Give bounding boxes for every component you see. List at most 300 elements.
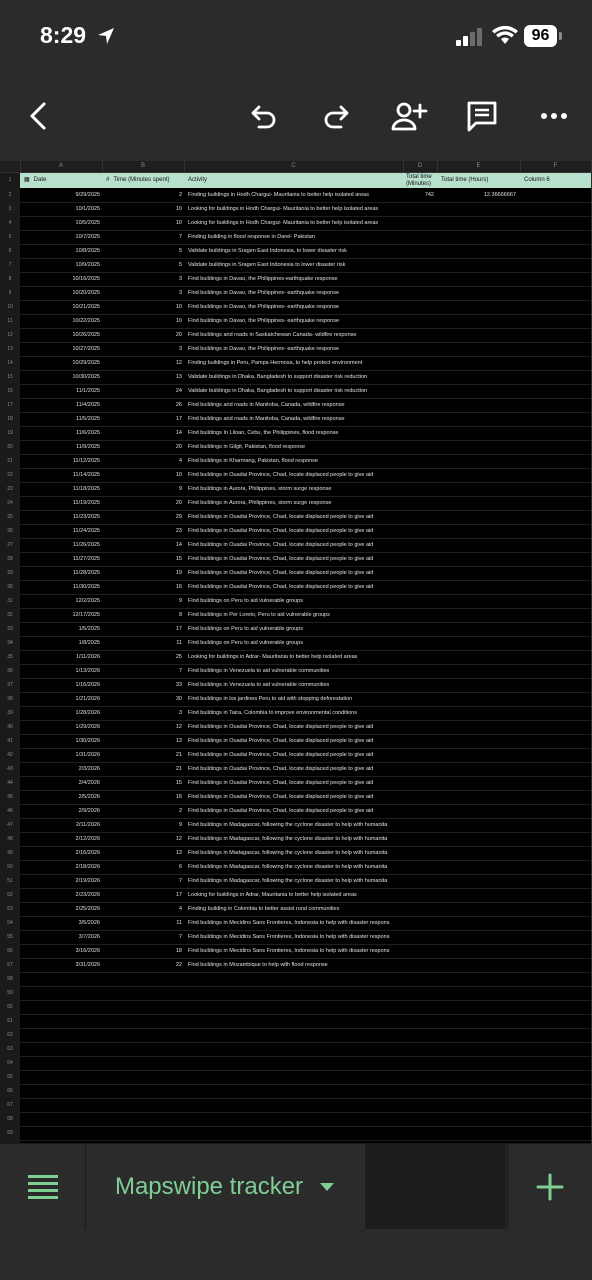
total-hours-cell[interactable]	[440, 328, 516, 342]
minutes-cell[interactable]: 15	[175, 780, 182, 786]
activity-cell[interactable]: Find buildings and roads in Manitoba, Canada, wildfire response	[188, 416, 345, 422]
row-number[interactable]: 11	[0, 314, 20, 329]
total-minutes-cell[interactable]	[406, 804, 434, 818]
total-hours-cell[interactable]	[440, 412, 516, 426]
header-total-minutes-cell[interactable]: Total time (Minutes)	[406, 173, 432, 187]
activity-cell[interactable]: Find buildings in Madagascar, following the cyclone disaster to help with humanita	[188, 878, 388, 884]
activity-cell[interactable]: Find buildings in Aurora, Philippines, storm surge response	[188, 500, 332, 506]
row-number[interactable]: 47	[0, 818, 20, 833]
row-number[interactable]: 30	[0, 580, 20, 595]
total-hours-cell[interactable]	[440, 944, 516, 958]
activity-cell[interactable]: Finding building in Colombia to better assist rural communities	[188, 906, 340, 912]
total-minutes-cell[interactable]	[406, 916, 434, 930]
total-hours-cell[interactable]	[440, 650, 516, 664]
total-hours-cell[interactable]	[440, 608, 516, 622]
total-hours-cell[interactable]	[440, 524, 516, 538]
total-minutes-cell[interactable]	[406, 216, 434, 230]
minutes-cell[interactable]: 25	[175, 654, 182, 660]
row-number[interactable]: 17	[0, 398, 20, 413]
row-number[interactable]: 63	[0, 1042, 20, 1057]
minutes-cell[interactable]: 9	[178, 822, 182, 828]
activity-cell[interactable]: Find buildings in Aurora, Philippines, storm surge response	[188, 486, 332, 492]
total-minutes-cell[interactable]	[406, 608, 434, 622]
row-number[interactable]: 33	[0, 622, 20, 637]
date-cell[interactable]: 1/11/2026	[75, 654, 100, 660]
row-number[interactable]: 66	[0, 1084, 20, 1099]
date-cell[interactable]: 2/4/2026	[78, 780, 100, 786]
row-number[interactable]: 13	[0, 342, 20, 357]
row-number[interactable]: 64	[0, 1056, 20, 1071]
date-cell[interactable]: 11/30/2025	[72, 584, 100, 590]
minutes-cell[interactable]: 14	[175, 430, 182, 436]
minutes-cell[interactable]: 29	[175, 514, 182, 520]
activity-cell[interactable]: Find buildings in Madagascar, following the cyclone disaster to help with humanita	[188, 850, 388, 856]
total-hours-cell[interactable]	[440, 664, 516, 678]
row-number[interactable]: 29	[0, 566, 20, 581]
row-number[interactable]: 68	[0, 1112, 20, 1127]
total-minutes-cell[interactable]	[406, 272, 434, 286]
date-cell[interactable]: 1/30/2026	[75, 738, 100, 744]
column-letter-b[interactable]: B	[102, 161, 185, 172]
total-hours-cell[interactable]	[440, 258, 516, 272]
total-minutes-cell[interactable]	[406, 440, 434, 454]
date-cell[interactable]: 10/30/2025	[72, 374, 100, 380]
add-sheet-button[interactable]	[507, 1144, 592, 1230]
total-hours-cell[interactable]	[440, 762, 516, 776]
row-number[interactable]: 39	[0, 706, 20, 721]
activity-cell[interactable]: Find buildings in Ouadai Province, Chad, locate displaced people to give aid	[188, 556, 374, 562]
activity-cell[interactable]: Finding building in flood response in Darel- Pakistan	[188, 234, 315, 240]
minutes-cell[interactable]: 13	[175, 374, 182, 380]
minutes-cell[interactable]: 2	[178, 808, 182, 814]
total-hours-cell[interactable]	[440, 832, 516, 846]
row-number[interactable]: 28	[0, 552, 20, 567]
row-number[interactable]: 6	[0, 244, 20, 259]
column-letter-f[interactable]: F	[520, 161, 592, 172]
date-cell[interactable]: 11/14/2025	[72, 472, 100, 478]
total-minutes-cell[interactable]	[406, 762, 434, 776]
date-cell[interactable]: 2/9/2026	[78, 808, 100, 814]
row-number[interactable]: 2	[0, 188, 20, 203]
date-cell[interactable]: 10/16/2025	[72, 276, 100, 282]
row-number[interactable]: 55	[0, 930, 20, 945]
activity-cell[interactable]: Looking for buildings in Hodh Chargui- Mauritania to better help isolated areas	[188, 206, 379, 212]
date-cell[interactable]: 10/9/2025	[75, 262, 100, 268]
date-cell[interactable]: 10/20/2025	[72, 290, 100, 296]
activity-cell[interactable]: Find buildings in Mecidins Sans Frontieres, Indonesia to help with disaster respons	[188, 920, 390, 926]
date-cell[interactable]: 10/1/2025	[75, 206, 100, 212]
date-cell[interactable]: 11/18/2025	[72, 486, 100, 492]
minutes-cell[interactable]: 5	[178, 262, 182, 268]
total-minutes-cell[interactable]	[406, 594, 434, 608]
total-minutes-cell[interactable]	[406, 650, 434, 664]
minutes-cell[interactable]: 21	[175, 752, 182, 758]
row-number[interactable]: 52	[0, 888, 20, 903]
activity-cell[interactable]: Find buildings in Ouadai Province, Chad, locate displaced people to give aid	[188, 780, 374, 786]
total-minutes-cell[interactable]	[406, 818, 434, 832]
total-minutes-cell[interactable]	[406, 566, 434, 580]
activity-cell[interactable]: Looking for buildings in Adrar, Mauritania to better help isolated areas	[188, 892, 357, 898]
row-number[interactable]: 37	[0, 678, 20, 693]
activity-cell[interactable]: Find buildings in los jardines Peru to aid with stopping deforestation	[188, 696, 353, 702]
header-minutes-cell[interactable]	[106, 173, 182, 188]
date-cell[interactable]: 2/23/2026	[75, 892, 100, 898]
total-minutes-cell[interactable]	[406, 832, 434, 846]
row-number[interactable]: 19	[0, 426, 20, 441]
date-cell[interactable]: 9/29/2025	[75, 192, 100, 198]
activity-cell[interactable]: Find buildings in Davao, the Philippines-earthquake response	[188, 276, 338, 282]
total-minutes-cell[interactable]	[406, 902, 434, 916]
minutes-cell[interactable]: 23	[175, 528, 182, 534]
date-cell[interactable]: 1/8/2025	[78, 640, 100, 646]
date-cell[interactable]: 12/17/2025	[72, 612, 100, 618]
row-number[interactable]: 59	[0, 986, 20, 1001]
total-minutes-cell[interactable]	[406, 524, 434, 538]
row-number[interactable]: 10	[0, 300, 20, 315]
minutes-cell[interactable]: 5	[178, 248, 182, 254]
row-number[interactable]: 50	[0, 860, 20, 875]
date-cell[interactable]: 3/16/2026	[75, 948, 100, 954]
date-cell[interactable]: 11/26/2025	[72, 542, 100, 548]
activity-cell[interactable]: Find buildings in Venezuela to aid vulnerable communities	[188, 682, 330, 688]
total-minutes-cell[interactable]	[406, 244, 434, 258]
row-number[interactable]: 35	[0, 650, 20, 665]
activity-cell[interactable]: Find buildings in Ouadai Province, Chad, locate displaced people to give aid	[188, 752, 374, 758]
total-hours-cell[interactable]	[440, 902, 516, 916]
activity-cell[interactable]: Find buildings in Mozambique to help with flood response	[188, 962, 328, 968]
header-column6-cell[interactable]: Column 6	[524, 177, 550, 183]
row-number[interactable]: 43	[0, 762, 20, 777]
column-letter-d[interactable]: D	[403, 161, 438, 172]
total-hours-cell[interactable]	[440, 958, 516, 972]
total-hours-cell[interactable]	[440, 776, 516, 790]
header-total-hours-cell[interactable]: Total time (Hours)	[441, 177, 489, 183]
minutes-cell[interactable]: 7	[178, 934, 182, 940]
activity-cell[interactable]: Validate buildings in Dhaka, Bangladesh to support disaster risk reduction	[188, 388, 368, 394]
activity-cell[interactable]: Find buildings in Madagascar, following the cyclone disaster to help with humanita	[188, 836, 388, 842]
date-cell[interactable]: 11/24/2025	[72, 528, 100, 534]
date-cell[interactable]: 2/3/2026	[78, 766, 100, 772]
spreadsheet-grid[interactable]	[0, 161, 591, 1143]
total-minutes-cell[interactable]	[406, 328, 434, 342]
total-minutes-cell[interactable]	[406, 888, 434, 902]
date-cell[interactable]: 10/27/2025	[72, 346, 100, 352]
row-number[interactable]: 67	[0, 1098, 20, 1113]
row-number[interactable]: 41	[0, 734, 20, 749]
total-minutes-cell[interactable]	[406, 846, 434, 860]
total-hours-cell[interactable]	[440, 272, 516, 286]
column-letter-e[interactable]: E	[437, 161, 521, 172]
activity-cell[interactable]: Find buildings and roads in Saskatchewan Canada- wildfire response	[188, 332, 357, 338]
total-hours-cell[interactable]	[440, 846, 516, 860]
minutes-cell[interactable]: 33	[175, 682, 182, 688]
activity-cell[interactable]: Find buildings in Ouadai Province, Chad, locate displaced people to give aid	[188, 472, 374, 478]
minutes-cell[interactable]: 17	[175, 626, 182, 632]
date-cell[interactable]: 11/1/2025	[75, 388, 100, 394]
total-minutes-cell[interactable]	[406, 468, 434, 482]
row-number[interactable]: 27	[0, 538, 20, 553]
date-cell[interactable]: 2/16/2026	[75, 850, 100, 856]
activity-cell[interactable]: Find buildings on Peru to aid vulnerable groups	[188, 640, 303, 646]
minutes-cell[interactable]: 4	[178, 458, 182, 464]
total-hours-cell[interactable]	[440, 622, 516, 636]
date-cell[interactable]: 3/7/2026	[78, 934, 100, 940]
date-cell[interactable]: 1/21/2026	[75, 696, 100, 702]
row-number[interactable]: 36	[0, 664, 20, 679]
row-number[interactable]: 58	[0, 972, 20, 987]
date-cell[interactable]: 2/5/2026	[78, 794, 100, 800]
row-number[interactable]: 24	[0, 496, 20, 511]
minutes-cell[interactable]: 3	[178, 346, 182, 352]
total-minutes-cell[interactable]	[406, 426, 434, 440]
minutes-cell[interactable]: 22	[175, 962, 182, 968]
minutes-cell[interactable]: 12	[175, 360, 182, 366]
row-number[interactable]: 45	[0, 790, 20, 805]
total-minutes-cell[interactable]	[406, 622, 434, 636]
total-hours-cell[interactable]	[440, 398, 516, 412]
total-hours-cell[interactable]	[440, 356, 516, 370]
share-button[interactable]	[388, 86, 430, 146]
total-hours-cell[interactable]	[440, 426, 516, 440]
activity-cell[interactable]: Find buildings in Ouadai Province, Chad, locate displaced people to give aid	[188, 766, 374, 772]
date-cell[interactable]: 11/4/2025	[75, 402, 100, 408]
minutes-cell[interactable]: 20	[175, 500, 182, 506]
row-number[interactable]: 4	[0, 216, 20, 231]
total-hours-cell[interactable]	[440, 342, 516, 356]
activity-cell[interactable]: Find buildings in Taira, Colombia to improve environmental conditions	[188, 710, 357, 716]
total-hours-cell[interactable]	[440, 384, 516, 398]
activity-cell[interactable]: Find buildings in Ouadai Province, Chad, locate displaced people to give aid	[188, 724, 374, 730]
total-hours-cell[interactable]	[440, 482, 516, 496]
row-number[interactable]: 21	[0, 454, 20, 469]
total-hours-cell[interactable]	[440, 538, 516, 552]
date-cell[interactable]: 2/11/2026	[75, 822, 100, 828]
date-cell[interactable]: 2/12/2026	[75, 836, 100, 842]
row-number[interactable]: 46	[0, 804, 20, 819]
minutes-cell[interactable]: 16	[175, 584, 182, 590]
row-number[interactable]: 31	[0, 594, 20, 609]
total-minutes-cell[interactable]	[406, 692, 434, 706]
row-number[interactable]: 49	[0, 846, 20, 861]
total-minutes-cell[interactable]	[406, 342, 434, 356]
activity-cell[interactable]: Find buildings in Davao, the Philippines- earthquake response	[188, 318, 340, 324]
minutes-cell[interactable]: 20	[175, 332, 182, 338]
minutes-cell[interactable]: 21	[175, 766, 182, 772]
activity-cell[interactable]: Find buildings in Davao, the Philippines- earthquake response	[188, 346, 340, 352]
row-number[interactable]: 61	[0, 1014, 20, 1029]
total-minutes-cell[interactable]	[406, 790, 434, 804]
row-number[interactable]: 40	[0, 720, 20, 735]
date-cell[interactable]: 10/26/2025	[72, 332, 100, 338]
total-minutes-cell[interactable]	[406, 314, 434, 328]
minutes-cell[interactable]: 4	[178, 906, 182, 912]
total-minutes-cell[interactable]	[406, 202, 434, 216]
activity-cell[interactable]: Find buildings in Per Loreto, Peru to aid vulnerable groups	[188, 612, 330, 618]
total-hours-cell[interactable]	[440, 734, 516, 748]
minutes-cell[interactable]: 10	[175, 472, 182, 478]
total-hours-cell[interactable]	[440, 692, 516, 706]
activity-cell[interactable]: Find buildings in Ouadai Province, Chad, locate displaced people to give aid	[188, 514, 374, 520]
minutes-cell[interactable]: 11	[176, 920, 182, 926]
row-number[interactable]: 20	[0, 440, 20, 455]
total-minutes-cell[interactable]	[406, 944, 434, 958]
total-hours-cell[interactable]	[440, 286, 516, 300]
total-hours-cell[interactable]	[440, 706, 516, 720]
date-cell[interactable]: 11/19/2025	[72, 500, 100, 506]
date-cell[interactable]: 11/9/2025	[75, 444, 100, 450]
activity-cell[interactable]: Find buildings in Mecidins Sans Frontieres, Indonesia to help with disaster respons	[188, 934, 390, 940]
row-number[interactable]: 38	[0, 692, 20, 707]
total-hours-cell[interactable]	[440, 468, 516, 482]
minutes-cell[interactable]: 17	[175, 416, 182, 422]
total-minutes-cell[interactable]	[406, 720, 434, 734]
total-hours-cell[interactable]	[440, 720, 516, 734]
activity-cell[interactable]: Find buildings on Peru to aid vulnerable groups	[188, 626, 303, 632]
date-cell[interactable]: 1/13/2026	[75, 668, 100, 674]
minutes-cell[interactable]: 17	[175, 892, 182, 898]
minutes-cell[interactable]: 8	[178, 612, 182, 618]
total-hours-cell[interactable]	[440, 860, 516, 874]
total-hours-cell[interactable]	[440, 636, 516, 650]
row-number[interactable]: 9	[0, 286, 20, 301]
total-minutes-cell[interactable]	[406, 860, 434, 874]
total-hours-cell[interactable]	[440, 230, 516, 244]
total-hours-cell[interactable]	[440, 888, 516, 902]
total-hours-cell[interactable]: 12.36666667	[483, 192, 516, 198]
row-number[interactable]: 32	[0, 608, 20, 623]
minutes-cell[interactable]: 7	[178, 878, 182, 884]
total-minutes-cell[interactable]	[406, 776, 434, 790]
row-number[interactable]: 56	[0, 944, 20, 959]
minutes-cell[interactable]: 14	[175, 542, 182, 548]
date-cell[interactable]: 1/31/2026	[75, 752, 100, 758]
header-activity-cell[interactable]: Activity	[188, 177, 208, 183]
activity-cell[interactable]: Find buildings in Ouadai Province, Chad, locate displaced people to give aid	[188, 808, 374, 814]
total-hours-cell[interactable]	[440, 804, 516, 818]
activity-cell[interactable]: Find buildings in Gilgit, Pakistan, flood response	[188, 444, 306, 450]
activity-cell[interactable]: Find buildings in Ouadai Province, Chad, locate displaced people to give aid	[188, 738, 374, 744]
total-minutes-cell[interactable]	[406, 482, 434, 496]
total-minutes-cell[interactable]	[406, 664, 434, 678]
row-number[interactable]: 51	[0, 874, 20, 889]
total-hours-cell[interactable]	[440, 202, 516, 216]
row-number[interactable]: 62	[0, 1028, 20, 1043]
date-cell[interactable]: 10/7/2025	[75, 234, 100, 240]
minutes-cell[interactable]: 10	[175, 206, 182, 212]
total-hours-cell[interactable]	[440, 552, 516, 566]
date-cell[interactable]: 11/5/2025	[75, 416, 100, 422]
minutes-cell[interactable]: 30	[175, 696, 182, 702]
minutes-cell[interactable]: 3	[178, 276, 182, 282]
date-cell[interactable]: 2/19/2026	[75, 878, 100, 884]
all-sheets-button[interactable]	[0, 1144, 86, 1230]
total-minutes-cell[interactable]	[406, 580, 434, 594]
minutes-cell[interactable]: 7	[178, 668, 182, 674]
total-hours-cell[interactable]	[440, 748, 516, 762]
total-minutes-cell[interactable]	[406, 748, 434, 762]
minutes-cell[interactable]: 9	[178, 486, 182, 492]
row-number[interactable]: 18	[0, 412, 20, 427]
minutes-cell[interactable]: 3	[178, 710, 182, 716]
activity-cell[interactable]: Find buildings in Davao, the Philippines- earthquake response	[188, 304, 340, 310]
total-hours-cell[interactable]	[440, 244, 516, 258]
total-hours-cell[interactable]	[440, 216, 516, 230]
activity-cell[interactable]: Find buildings in Madagascar, following the cyclone disaster to help with humanita	[188, 822, 388, 828]
minutes-cell[interactable]: 10	[175, 304, 182, 310]
date-cell[interactable]: 1/5/2025	[78, 626, 100, 632]
activity-cell[interactable]: Finding buildings in Peru, Pampa Hermosa, to help protect environment	[188, 360, 363, 366]
row-number[interactable]: 12	[0, 328, 20, 343]
date-cell[interactable]: 2/18/2026	[75, 864, 100, 870]
total-hours-cell[interactable]	[440, 818, 516, 832]
activity-cell[interactable]: Find buildings in Ouadai Province, Chad, locate displaced people to give aid	[188, 584, 374, 590]
total-hours-cell[interactable]	[440, 916, 516, 930]
activity-cell[interactable]: Find buildings on Peru to aid vulnerable groups	[188, 598, 303, 604]
total-hours-cell[interactable]	[440, 440, 516, 454]
minutes-cell[interactable]: 11	[176, 640, 182, 646]
activity-cell[interactable]: Find buildings in Madagascar, following the cyclone disaster to help with humanita	[188, 864, 388, 870]
minutes-cell[interactable]: 12	[175, 836, 182, 842]
comments-button[interactable]	[462, 86, 502, 146]
total-minutes-cell[interactable]	[406, 230, 434, 244]
total-hours-cell[interactable]	[440, 930, 516, 944]
date-cell[interactable]: 3/5/2026	[78, 920, 100, 926]
activity-cell[interactable]: Find buildings in Mecidins Sans Frontieres, Indonesia to help with disaster respons	[188, 948, 390, 954]
minutes-cell[interactable]: 3	[178, 290, 182, 296]
row-number[interactable]: 15	[0, 370, 20, 385]
total-hours-cell[interactable]	[440, 300, 516, 314]
date-cell[interactable]: 11/12/2025	[72, 458, 100, 464]
date-cell[interactable]: 11/23/2025	[72, 514, 100, 520]
date-cell[interactable]: 10/8/2025	[75, 248, 100, 254]
back-button[interactable]	[18, 86, 58, 146]
row-number[interactable]: 1	[0, 173, 20, 189]
total-minutes-cell[interactable]	[406, 552, 434, 566]
minutes-cell[interactable]: 13	[175, 738, 182, 744]
total-minutes-cell[interactable]	[406, 706, 434, 720]
minutes-cell[interactable]: 16	[175, 794, 182, 800]
row-number[interactable]: 34	[0, 636, 20, 651]
activity-cell[interactable]: Find buildings in Venezuela to aid vulnerable communities	[188, 668, 330, 674]
date-cell[interactable]: 1/16/2026	[75, 682, 100, 688]
date-cell[interactable]: 1/29/2026	[75, 724, 100, 730]
activity-cell[interactable]: Find buildings in Ouadai Province, Chad, locate displaced people to give aid	[188, 542, 374, 548]
redo-button[interactable]	[316, 86, 356, 146]
date-cell[interactable]: 1/28/2026	[75, 710, 100, 716]
total-minutes-cell[interactable]	[406, 510, 434, 524]
total-minutes-cell[interactable]	[406, 734, 434, 748]
date-cell[interactable]: 10/22/2025	[72, 318, 100, 324]
total-minutes-cell[interactable]	[406, 874, 434, 888]
column-letter-a[interactable]: A	[20, 161, 103, 172]
total-hours-cell[interactable]	[440, 790, 516, 804]
total-hours-cell[interactable]	[440, 496, 516, 510]
activity-cell[interactable]: Find buildings and roads in Manitoba, Canada, wildfire response	[188, 402, 345, 408]
row-number[interactable]: 60	[0, 1000, 20, 1015]
minutes-cell[interactable]: 6	[178, 864, 182, 870]
total-minutes-cell[interactable]: 742	[424, 192, 434, 198]
row-number[interactable]: 3	[0, 202, 20, 217]
total-hours-cell[interactable]	[440, 454, 516, 468]
activity-cell[interactable]: Looking for buildings in Adrar- Mauritania to better help isolated areas	[188, 654, 358, 660]
total-hours-cell[interactable]	[440, 510, 516, 524]
minutes-cell[interactable]: 12	[175, 724, 182, 730]
date-cell[interactable]: 3/31/2026	[75, 962, 100, 968]
date-cell[interactable]: 2/25/2026	[75, 906, 100, 912]
total-minutes-cell[interactable]	[406, 958, 434, 972]
row-number[interactable]: 69	[0, 1126, 20, 1141]
minutes-cell[interactable]: 10	[175, 318, 182, 324]
